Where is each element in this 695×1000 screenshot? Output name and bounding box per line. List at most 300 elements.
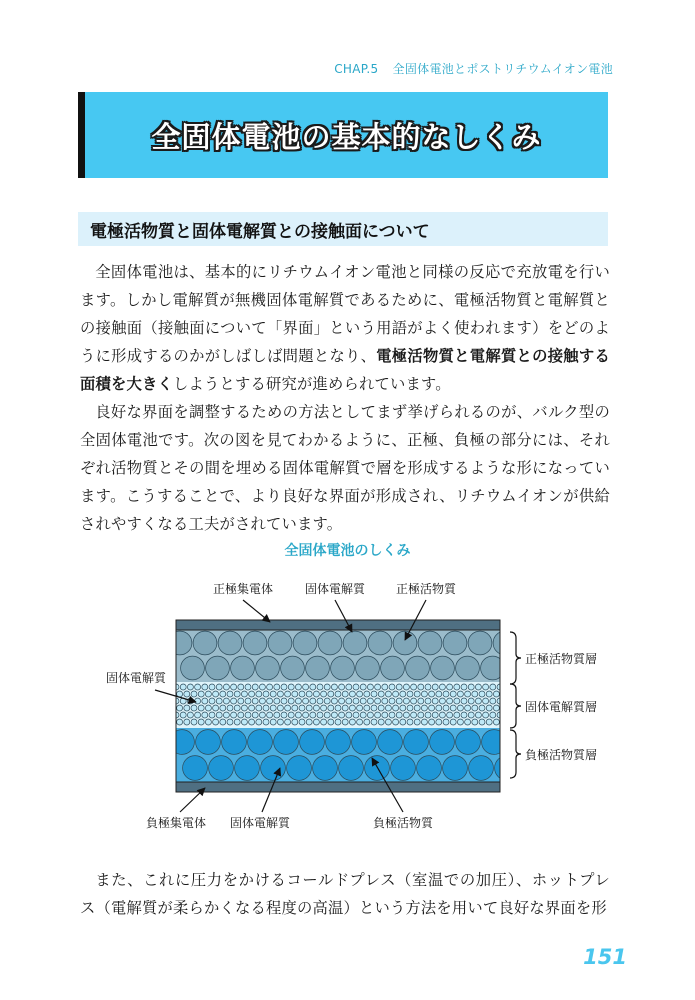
electrolyte-particle [328, 691, 334, 697]
electrolyte-particle [450, 719, 456, 725]
electrolyte-particle [238, 712, 244, 718]
electrolyte-particle [299, 719, 305, 725]
section-heading: 電極活物質と固体電解質との接触面について [90, 221, 430, 242]
anode-particle [443, 756, 468, 781]
electrolyte-particle [378, 691, 384, 697]
electrolyte-particle [393, 719, 399, 725]
electrolyte-particle [299, 691, 305, 697]
electrolyte-particle [195, 698, 201, 704]
electrolyte-particle [191, 691, 197, 697]
electrolyte-particle [285, 705, 291, 711]
page-title: 全固体電池の基本的なしくみ [151, 119, 542, 154]
electrolyte-particle [184, 705, 190, 711]
electrolyte-particle [310, 712, 316, 718]
electrolyte-particle [479, 719, 485, 725]
anode-collector [176, 782, 500, 792]
p1-text-bold: 電極活物質と電解質との接触する面積を大きく [80, 347, 610, 393]
electrolyte-particle [389, 684, 395, 690]
anode-particle [456, 730, 481, 755]
electrolyte-particle [501, 705, 507, 711]
electrolyte-particle [252, 712, 258, 718]
cathode-particle [281, 656, 305, 680]
electrolyte-particle [180, 712, 186, 718]
electrolyte-particle [263, 691, 269, 697]
electrolyte-particle [342, 691, 348, 697]
electrolyte-particle [331, 684, 337, 690]
electrolyte-particle [263, 705, 269, 711]
electrolyte-particle [213, 691, 219, 697]
electrolyte-particle [231, 684, 237, 690]
cathode-particle [418, 631, 442, 655]
electrolyte-particle [403, 712, 409, 718]
electrolyte-particle [213, 705, 219, 711]
electrolyte-particle [191, 705, 197, 711]
electrolyte-particle [490, 698, 496, 704]
electrolyte-particle [328, 719, 334, 725]
electrolyte-particle [346, 712, 352, 718]
electrolyte-particle [450, 705, 456, 711]
anode-particle [170, 730, 195, 755]
electrolyte-particle [198, 719, 204, 725]
arrow-cathode-collector [243, 600, 270, 622]
cathode-particle [306, 656, 330, 680]
electrolyte-particle [418, 712, 424, 718]
electrolyte-particle [205, 719, 211, 725]
electrolyte-particle [382, 712, 388, 718]
electrolyte-particle [313, 705, 319, 711]
electrolyte-particle [245, 684, 251, 690]
anode-particle [339, 756, 364, 781]
electrolyte-particle [436, 691, 442, 697]
electrolyte-particle [220, 719, 226, 725]
electrolyte-particle [353, 684, 359, 690]
cathode-particle [493, 631, 517, 655]
electrolyte-particle [479, 691, 485, 697]
electrolyte-particle [472, 719, 478, 725]
anode-particle [482, 730, 507, 755]
electrolyte-particle [227, 719, 233, 725]
electrolyte-particle [371, 705, 377, 711]
p3-text: また、これに圧力をかけるコールドプレス（室温での加圧）、ホットプレス（電解質が柔らかくなる程度の高温）という方法を用いて良好な界面を形 [80, 871, 610, 917]
electrolyte-particle [411, 684, 417, 690]
electrolyte-particle [490, 712, 496, 718]
electrolyte-particle [400, 691, 406, 697]
electrolyte-particle [486, 719, 492, 725]
electrolyte-particle [418, 698, 424, 704]
electrolyte-particle [357, 705, 363, 711]
electrolyte-particle [234, 691, 240, 697]
electrolyte-particle [295, 712, 301, 718]
anode-particle [365, 756, 390, 781]
electrolyte-particle [493, 719, 499, 725]
electrolyte-particle [465, 691, 471, 697]
electrolyte-particle [270, 719, 276, 725]
electrolyte-particle [321, 691, 327, 697]
electrolyte-particle [331, 698, 337, 704]
electrolyte-particle [375, 698, 381, 704]
label-cathode-active: 正極活物質 [395, 582, 457, 596]
anode-particle [196, 730, 221, 755]
electrolyte-particle [267, 698, 273, 704]
electrolyte-particle [468, 684, 474, 690]
electrolyte-particle [317, 712, 323, 718]
electrolyte-particle [263, 719, 269, 725]
cathode-particle [431, 656, 455, 680]
electrolyte-particle [270, 691, 276, 697]
cathode-particle [481, 656, 505, 680]
electrolyte-particle [403, 684, 409, 690]
electrolyte-particle [256, 691, 262, 697]
electrolyte-particle [393, 691, 399, 697]
cathode-particle [181, 656, 205, 680]
electrolyte-particle [436, 705, 442, 711]
electrolyte-particle [317, 684, 323, 690]
electrolyte-particle [295, 698, 301, 704]
electrolyte-particle [209, 698, 215, 704]
electrolyte-particle [256, 719, 262, 725]
cathode-particle [356, 656, 380, 680]
electrolyte-particle [324, 698, 330, 704]
label-anode-active: 負極活物質 [372, 816, 434, 830]
electrolyte-particle [425, 712, 431, 718]
body-paragraph-1 [80, 258, 610, 398]
electrolyte-particle [493, 705, 499, 711]
electrolyte-particle [429, 705, 435, 711]
electrolyte-particle [281, 698, 287, 704]
label-cathode-layer: 正極活物質層 [525, 652, 598, 666]
electrolyte-particle [177, 719, 183, 725]
electrolyte-particle [209, 712, 215, 718]
electrolyte-particle [277, 719, 283, 725]
brace-cathode-layer [510, 632, 521, 684]
electrolyte-particle [432, 712, 438, 718]
chapter-number: CHAP.5 [334, 62, 379, 76]
electrolyte-particle [220, 691, 226, 697]
electrolyte-particle [461, 698, 467, 704]
electrolyte-particle [259, 712, 265, 718]
body-paragraph-3 [80, 866, 610, 922]
electrolyte-particle [367, 698, 373, 704]
cathode-particle [318, 631, 342, 655]
electrolyte-particle [364, 719, 370, 725]
anode-particle [209, 756, 234, 781]
electrolyte-particle [353, 698, 359, 704]
cathode-particle [331, 656, 355, 680]
body-paragraph-2 [80, 398, 610, 538]
electrolyte-particle [238, 698, 244, 704]
anode-particle [430, 730, 455, 755]
electrolyte-particle [364, 705, 370, 711]
electrolyte-particle [184, 719, 190, 725]
electrolyte-particle [447, 698, 453, 704]
anode-particle [287, 756, 312, 781]
electrolyte-particle [349, 691, 355, 697]
electrolyte-particle [209, 684, 215, 690]
label-solid-electrolyte-top: 固体電解質 [304, 582, 366, 596]
electrolyte-particle [335, 691, 341, 697]
electrolyte-particle [393, 705, 399, 711]
anode-particle [404, 730, 429, 755]
electrolyte-particle [475, 712, 481, 718]
cathode-particle [268, 631, 292, 655]
electrolyte-particle [425, 698, 431, 704]
electrolyte-particle [198, 705, 204, 711]
electrolyte-particle [457, 691, 463, 697]
anode-particle [326, 730, 351, 755]
electrolyte-particle [411, 698, 417, 704]
label-solid-electrolyte-left: 固体電解質 [105, 671, 167, 685]
electrolyte-particle [292, 705, 298, 711]
electrolyte-particle [335, 705, 341, 711]
label-anode-collector: 負極集電体 [145, 816, 207, 830]
electrolyte-particle [371, 719, 377, 725]
electrolyte-particle [360, 712, 366, 718]
electrolyte-particle [468, 698, 474, 704]
electrolyte-particle [281, 712, 287, 718]
electrolyte-particle [465, 705, 471, 711]
cathode-particle [243, 631, 267, 655]
electrolyte-particle [227, 705, 233, 711]
cathode-particle [218, 631, 242, 655]
electrolyte-particle [447, 712, 453, 718]
electrolyte-particle [249, 719, 255, 725]
electrolyte-particle [360, 684, 366, 690]
page-title-banner [78, 92, 608, 178]
electrolyte-particle [429, 691, 435, 697]
electrolyte-particle [267, 712, 273, 718]
cathode-particle [456, 656, 480, 680]
electrolyte-particle [450, 691, 456, 697]
label-electrolyte-layer: 固体電解質層 [525, 700, 598, 714]
electrolyte-particle [195, 712, 201, 718]
electrolyte-particle [245, 698, 251, 704]
electrolyte-particle [184, 691, 190, 697]
cathode-particle [168, 631, 192, 655]
electrolyte-particle [231, 698, 237, 704]
electrolyte-particle [479, 705, 485, 711]
electrolyte-particle [274, 684, 280, 690]
electrolyte-particle [227, 691, 233, 697]
electrolyte-particle [375, 684, 381, 690]
electrolyte-particle [501, 691, 507, 697]
electrolyte-particle [324, 712, 330, 718]
electrolyte-particle [400, 719, 406, 725]
electrolyte-particle [353, 712, 359, 718]
electrolyte-particle [187, 684, 193, 690]
electrolyte-particle [339, 684, 345, 690]
section-heading-bar [78, 212, 608, 246]
electrolyte-particle [454, 698, 460, 704]
electrolyte-particle [202, 712, 208, 718]
electrolyte-particle [443, 719, 449, 725]
anode-particle [222, 730, 247, 755]
electrolyte-particle [454, 712, 460, 718]
electrolyte-particle [231, 712, 237, 718]
electrolyte-particle [270, 705, 276, 711]
electrolyte-particle [439, 684, 445, 690]
electrolyte-particle [313, 719, 319, 725]
electrolyte-particle [216, 698, 222, 704]
electrolyte-particle [241, 691, 247, 697]
brace-anode-layer [510, 730, 521, 778]
label-solid-electrolyte-bottom: 固体電解質 [229, 816, 291, 830]
electrolyte-particle [202, 698, 208, 704]
electrolyte-particle [306, 719, 312, 725]
electrolyte-particle [299, 705, 305, 711]
electrolyte-particle [252, 684, 258, 690]
electrolyte-particle [310, 698, 316, 704]
p2-text: 良好な界面を調整するための方法としてまず挙げられるのが、バルク型の全固体電池です。次の図を見てわかるように、正極、負極の部分には、それぞれ活物質とその間を埋める固体電解質で層を形成するような形になっています。こうすることで、より良好な界面が形成され、リチウムイオンが供給されやすくなる工夫がされています。 [80, 403, 610, 533]
electrolyte-particle [389, 698, 395, 704]
anode-particle [391, 756, 416, 781]
cathode-particle [343, 631, 367, 655]
brace-electrolyte-layer [510, 684, 521, 728]
electrolyte-particle [461, 684, 467, 690]
chapter-header [334, 60, 613, 77]
label-anode-layer: 負極活物質層 [525, 748, 598, 762]
electrolyte-particle [349, 705, 355, 711]
electrolyte-particle [407, 719, 413, 725]
electrolyte-particle [418, 684, 424, 690]
electrolyte-particle [292, 691, 298, 697]
anode-particle [274, 730, 299, 755]
electrolyte-particle [396, 698, 402, 704]
chapter-title: 全固体電池とポストリチウムイオン電池 [392, 62, 613, 76]
electrolyte-particle [357, 719, 363, 725]
electrolyte-particle [303, 712, 309, 718]
electrolyte-particle [205, 705, 211, 711]
electrolyte-particle [414, 719, 420, 725]
electrolyte-particle [342, 719, 348, 725]
electrolyte-particle [421, 719, 427, 725]
anode-particle [378, 730, 403, 755]
electrolyte-particle [382, 698, 388, 704]
anode-particle [417, 756, 442, 781]
electrolyte-particle [180, 684, 186, 690]
cathode-particle [193, 631, 217, 655]
electrolyte-particle [389, 712, 395, 718]
electrolyte-particle [335, 719, 341, 725]
electrolyte-particle [234, 719, 240, 725]
electrolyte-particle [382, 684, 388, 690]
electrolyte-particle [360, 698, 366, 704]
electrolyte-particle [288, 698, 294, 704]
electrolyte-particle [303, 698, 309, 704]
electrolyte-particle [195, 684, 201, 690]
electrolyte-particle [339, 712, 345, 718]
electrolyte-particle [461, 712, 467, 718]
anode-particle [300, 730, 325, 755]
electrolyte-particle [245, 712, 251, 718]
electrolyte-particle [256, 705, 262, 711]
electrolyte-particle [443, 691, 449, 697]
electrolyte-particle [425, 684, 431, 690]
label-cathode-collector: 正極集電体 [212, 582, 274, 596]
electrolyte-particle [331, 712, 337, 718]
p1-text-b: しようとする研究が進められています。 [172, 375, 451, 393]
electrolyte-particle [364, 691, 370, 697]
electrolyte-particle [396, 712, 402, 718]
cathode-particle [406, 656, 430, 680]
electrolyte-particle [321, 705, 327, 711]
electrolyte-particle [407, 705, 413, 711]
electrolyte-particle [385, 719, 391, 725]
anode-particle [235, 756, 260, 781]
electrolyte-particle [357, 691, 363, 697]
electrolyte-particle [439, 712, 445, 718]
cathode-particle [293, 631, 317, 655]
electrolyte-particle [285, 719, 291, 725]
cathode-particle [231, 656, 255, 680]
anode-particle [469, 756, 494, 781]
anode-particle [352, 730, 377, 755]
electrolyte-particle [223, 712, 229, 718]
cathode-particle [368, 631, 392, 655]
electrolyte-particle [234, 705, 240, 711]
anode-particle [248, 730, 273, 755]
electrolyte-particle [281, 684, 287, 690]
anode-particle [261, 756, 286, 781]
electrolyte-particle [223, 684, 229, 690]
electrolyte-particle [411, 712, 417, 718]
electrolyte-particle [385, 691, 391, 697]
electrolyte-particle [432, 698, 438, 704]
electrolyte-particle [198, 691, 204, 697]
figure-title: 全固体電池のしくみ [284, 543, 411, 559]
electrolyte-particle [306, 705, 312, 711]
electrolyte-particle [202, 684, 208, 690]
electrolyte-particle [457, 705, 463, 711]
electrolyte-particle [292, 719, 298, 725]
electrolyte-particle [349, 719, 355, 725]
cathode-collector [176, 620, 500, 630]
electrolyte-particle [249, 691, 255, 697]
electrolyte-particle [321, 719, 327, 725]
electrolyte-particle [447, 684, 453, 690]
electrolyte-particle [403, 698, 409, 704]
electrolyte-particle [346, 698, 352, 704]
electrolyte-particle [367, 712, 373, 718]
cathode-particle [381, 656, 405, 680]
electrolyte-particle [493, 691, 499, 697]
electrolyte-particle [432, 684, 438, 690]
electrolyte-particle [414, 705, 420, 711]
electrolyte-particle [486, 705, 492, 711]
electrolyte-particle [274, 698, 280, 704]
electrolyte-particle [501, 719, 507, 725]
electrolyte-particle [414, 691, 420, 697]
cathode-particle [468, 631, 492, 655]
electrolyte-particle [220, 705, 226, 711]
electrolyte-particle [475, 684, 481, 690]
electrolyte-particle [213, 719, 219, 725]
p1-text-a: 全固体電池は、基本的にリチウムイオン電池と同様の反応で充放電を行います。しかし電解質が無機固体電解質であるために、電極活物質と電解質との接触面（接触面について「界面」という用語がよく使われます）をどのように形成するのかがしばしば問題となり、 [80, 263, 610, 365]
electrolyte-particle [342, 705, 348, 711]
electrolyte-particle [483, 712, 489, 718]
electrolyte-particle [407, 691, 413, 697]
electrolyte-particle [483, 684, 489, 690]
page-number: 151 [583, 945, 627, 969]
electrolyte-particle [295, 684, 301, 690]
electrolyte-particle [259, 698, 265, 704]
electrolyte-particle [346, 684, 352, 690]
electrolyte-particle [328, 705, 334, 711]
electrolyte-particle [285, 691, 291, 697]
electrolyte-particle [310, 684, 316, 690]
electrolyte-particle [205, 691, 211, 697]
electrolyte-particle [439, 698, 445, 704]
cathode-particle [256, 656, 280, 680]
